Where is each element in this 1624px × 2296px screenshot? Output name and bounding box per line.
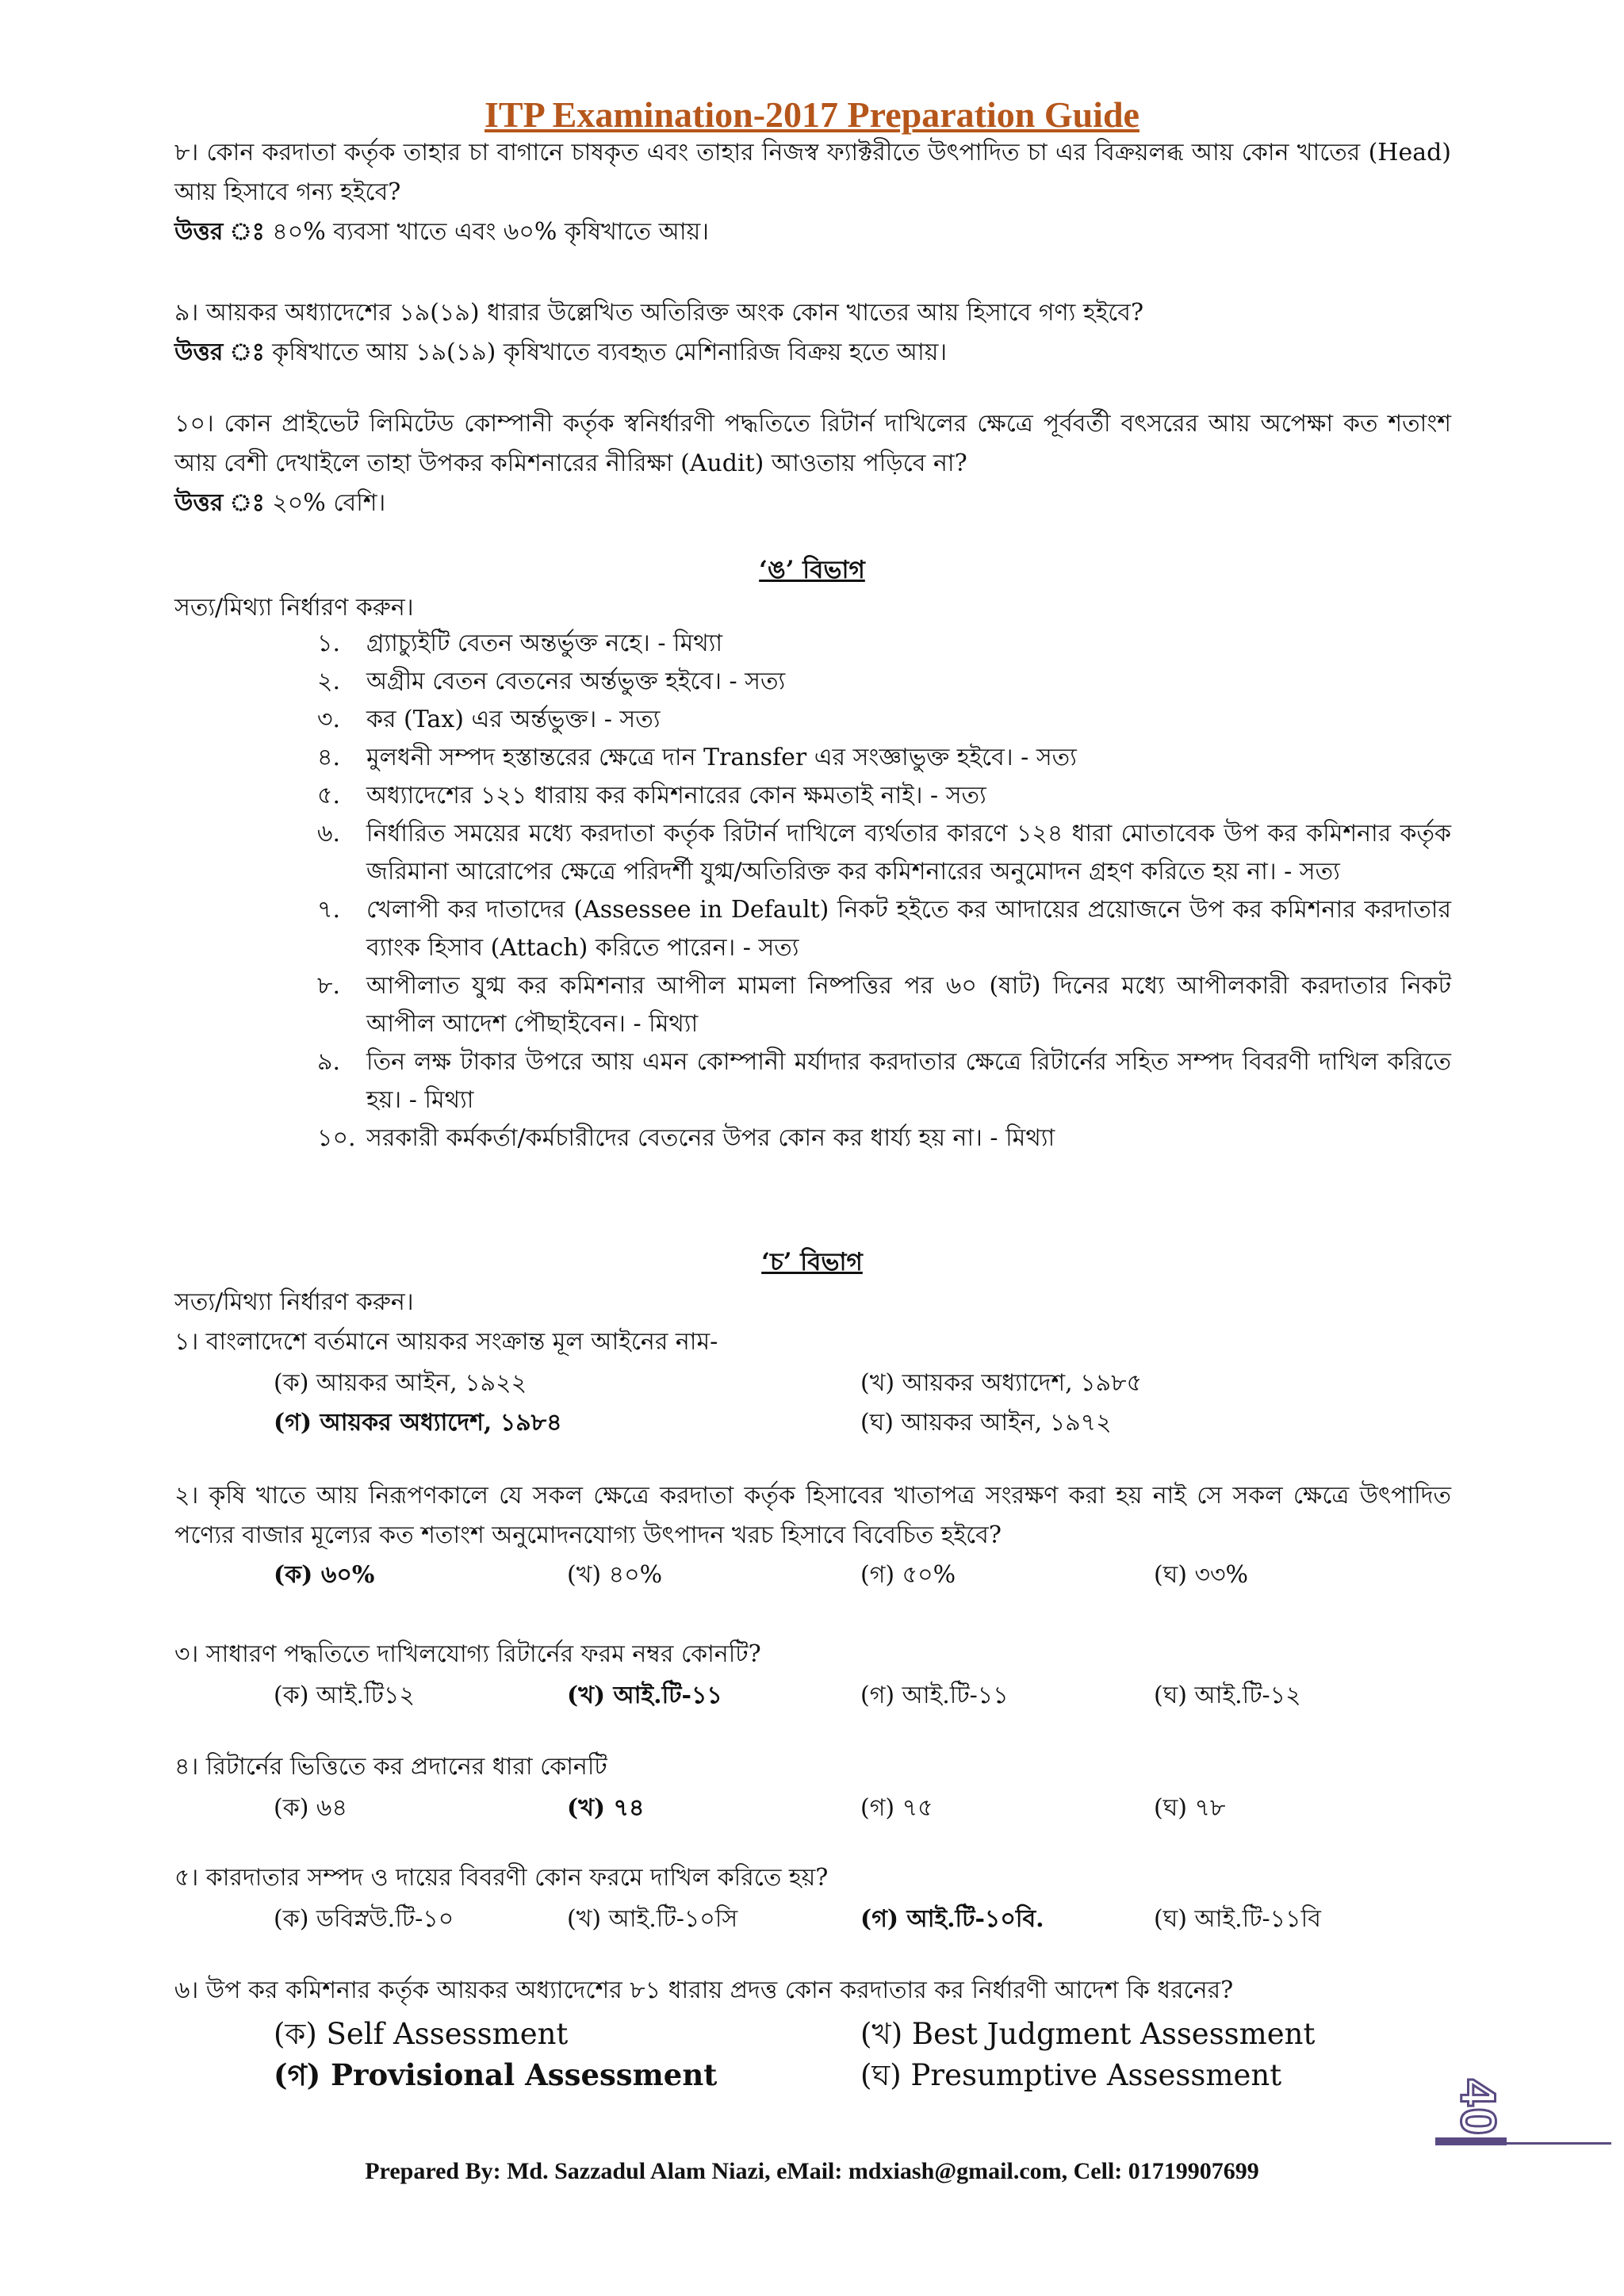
question-text: ৯। আয়কর অধ্যাদেশের ১৯(১৯) ধারার উল্লেখিত অতিরিক্ত অংক কোন খাতের আয় হিসাবে গণ্য হইবে? (174, 299, 1144, 327)
section-heading-cha: ‘চ’ বিভাগ (761, 1248, 863, 1276)
section-heading-uo: ‘ঙ’ বিভাগ (759, 556, 865, 584)
item-number: ৮. (317, 972, 341, 1000)
list-item (317, 625, 1451, 663)
option-correct: (গ) Provisional Assessment (274, 2057, 718, 2092)
list-item (317, 1043, 1451, 1119)
footer: Prepared By: Md. Sazzadul Alam Niazi, eMail: mdxiash@gmail.com, Cell: 01719907699 (365, 2158, 1259, 2184)
option: (ঘ) ৭৮ (1154, 1794, 1226, 1822)
option-correct: (ক) ৬০% (274, 1561, 375, 1589)
item-text: সরকারী কর্মকর্তা/কর্মচারীদের বেতনের উপর কোন কর ধার্য্য হয় না। - মিথ্যা (366, 1124, 1055, 1152)
item-text: খেলাপী কর দাতাদের (Assessee in Default) নিকট হইতে কর আদায়ের প্রয়োজনে উপ কর কমিশনার করদাতার ব্যাংক হিসাব (Attach) করিতে পারেন। - সত্য (366, 896, 1451, 962)
mcq-question: ৪। রিটার্নের ভিত্তিতে কর প্রদানের ধারা কোনটি (174, 1753, 607, 1781)
question-8 (174, 133, 1451, 252)
mcq-options (274, 1403, 1463, 1444)
option: (গ) আই.টি-১১ (860, 1682, 1009, 1709)
item-text: তিন লক্ষ টাকার উপরে আয় এমন কোম্পানী মর্যাদার করদাতার ক্ষেত্রে রিটার্নের সহিত সম্পদ বিবরণী দাখিল করিতে হয়। - মিথ্যা (366, 1048, 1451, 1114)
list-item (317, 815, 1451, 891)
option: (ক) আয়কর আইন, ১৯২২ (274, 1369, 527, 1397)
question-9 (174, 293, 1451, 373)
answer-text: ২০% বেশি। (272, 489, 386, 517)
item-text: কর (Tax) এর অর্ন্তভুক্ত। - সত্য (366, 706, 661, 733)
page-number-rule (1435, 2142, 1611, 2145)
option: (ক) ডবিস্নউ.টি-১০ (274, 1905, 454, 1933)
list-item (317, 663, 1451, 701)
item-number: ১০. (317, 1124, 356, 1152)
question-10 (174, 404, 1451, 523)
mcq-options (274, 1900, 1463, 1940)
option: (ঘ) আয়কর আইন, ১৯৭২ (860, 1409, 1112, 1437)
option-correct: (খ) আই.টি-১১ (567, 1682, 722, 1709)
option: (ঘ) আই.টি-১২ (1154, 1682, 1301, 1709)
item-text: মুলধনী সম্পদ হস্তান্তরের ক্ষেত্রে দান Transfer এর সংজ্ঞাভুক্ত হইবে। - সত্য (366, 744, 1077, 771)
section-instruction: সত্য/মিথ্যা নির্ধারণ করুন। (174, 1288, 414, 1316)
option: (খ) Best Judgment Assessment (860, 2017, 1316, 2051)
option: (ক) ৬৪ (274, 1794, 347, 1822)
item-number: ২. (317, 668, 341, 695)
page-number-text: 40 (1450, 2078, 1505, 2137)
question-text: ১০। কোন প্রাইভেট লিমিটেড কোম্পানী কর্তৃক স্বনির্ধারণী পদ্ধতিতে রিটার্ন দাখিলের ক্ষেত্রে পূর্ববর্তী বৎসরের আয় অপেক্ষা কত শতাংশ আয় বেশী দেখাইলে তাহা উপকর কমিশনারের নীরিক্ষা (Audit) আওতায় পড়িবে না? (174, 410, 1451, 477)
answer-label: উত্তর ঃ (174, 489, 265, 517)
item-number: ৯. (317, 1048, 341, 1076)
option-correct: (গ) আয়কর অধ্যাদেশ, ১৯৮৪ (274, 1409, 562, 1437)
mcq-options (274, 1676, 1463, 1716)
item-text: আপীলাত যুগ্ম কর কমিশনার আপীল মামলা নিষ্পত্তির পর ৬০ (ষাট) দিনের মধ্যে আপীলকারী করদাতার নিকট আপীল আদেশ পৌছাইবেন। - মিথ্যা (366, 972, 1451, 1038)
answer-text: ৪০% ব্যবসা খাতে এবং ৬০% কৃষিখাতে আয়। (272, 218, 709, 246)
question-text: ৮। কোন করদাতা কর্তৃক তাহার চা বাগানে চাষকৃত এবং তাহার নিজস্ব ফ্যাক্টরীতে উৎপাদিত চা এর বিক্রয়লব্ধ আয় কোন খাতের (Head) আয় হিসাবে গন্য হইবে? (174, 139, 1451, 206)
answer-text: কৃষিখাতে আয় ১৯(১৯) কৃষিখাতে ব্যবহৃত মেশিনারিজ বিক্রয় হতে আয়। (272, 339, 948, 366)
list-item (317, 777, 1451, 815)
option: (ঘ) ৩৩% (1154, 1561, 1248, 1589)
mcq-question: ১। বাংলাদেশে বর্তমানে আয়কর সংক্রান্ত মূল আইনের নাম- (174, 1328, 718, 1356)
list-item (317, 967, 1451, 1043)
item-number: ৫. (317, 782, 341, 809)
mcq-options (274, 1789, 1463, 1829)
item-number: ৭. (317, 896, 341, 924)
answer-label: উত্তর ঃ (174, 218, 265, 246)
option: (খ) আই.টি-১০সি (567, 1905, 738, 1933)
option: (ঘ) Presumptive Assessment (860, 2058, 1282, 2092)
list-item (317, 1119, 1451, 1158)
option-correct: (খ) ৭৪ (567, 1794, 645, 1822)
list-item (317, 701, 1451, 739)
section-instruction: সত্য/মিথ্যা নির্ধারণ করুন। (174, 594, 414, 622)
item-number: ৩. (317, 706, 341, 733)
item-number: ১. (317, 629, 341, 657)
item-number: ৬. (317, 820, 341, 848)
option: (ঘ) আই.টি-১১বি (1154, 1905, 1321, 1933)
option: (খ) ৪০% (567, 1561, 663, 1589)
mcq-question: ২। কৃষি খাতে আয় নিরূপণকালে যে সকল ক্ষেত্রে করদাতা কর্তৃক হিসাবের খাতাপত্র সংরক্ষণ করা হয় নাই সে সকল ক্ষেত্রে উৎপাদিত পণ্যের বাজার মূল্যের কত শতাংশ অনুমোদনযোগ্য উৎপাদন খরচ হিসাবে বিবেচিত হইবে? (174, 1482, 1451, 1549)
mcq-question: ৬। উপ কর কমিশনার কর্তৃক আয়কর অধ্যাদেশের ৮১ ধারায় প্রদত্ত কোন করদাতার কর নির্ধারণী আদেশ কি ধরনের? (174, 1976, 1234, 2004)
true-false-list (317, 625, 1451, 1158)
list-item (317, 891, 1451, 967)
item-text: অধ্যাদেশের ১২১ ধারায় কর কমিশনারের কোন ক্ষমতাই নাই। - সত্য (366, 782, 986, 809)
option: (গ) ৭৫ (860, 1794, 933, 1822)
answer-line (174, 212, 1451, 252)
page-title: ITP Examination-2017 Preparation Guide (485, 94, 1139, 135)
list-item (317, 739, 1451, 777)
mcq-question: ৫। কারদাতার সম্পদ ও দায়ের বিবরণী কোন ফরমে দাখিল করিতে হয়? (174, 1864, 829, 1892)
item-text: অগ্রীম বেতন বেতনের অর্ন্তভুক্ত হইবে। - সত্য (366, 668, 786, 695)
item-text: নির্ধারিত সময়ের মধ্যে করদাতা কর্তৃক রিটার্ন দাখিলে ব্যর্থতার কারণে ১২৪ ধারা মোতাবেক উপ কর কমিশনার কর্তৃক জরিমানা আরোপের ক্ষেত্রে পরিদর্শী যুগ্ম/অতিরিক্ত কর কমিশনারের অনুমোদন গ্রহণ করিতে হয় না। - সত্য (366, 820, 1451, 886)
option: (খ) আয়কর অধ্যাদেশ, ১৯৮৫ (860, 1369, 1143, 1397)
option-correct: (গ) আই.টি-১০বি. (860, 1905, 1044, 1933)
mcq-options (274, 1364, 1463, 1404)
option: (গ) ৫০% (860, 1561, 956, 1589)
option: (ক) আই.টি১২ (274, 1682, 415, 1709)
mcq-question: ৩। সাধারণ পদ্ধতিতে দাখিলযোগ্য রিটার্নের ফরম নম্বর কোনটি? (174, 1640, 761, 1668)
item-text: গ্র্যাচ্যুইটি বেতন অন্তর্ভুক্ত নহে। - মিথ্যা (366, 629, 723, 657)
answer-label: উত্তর ঃ (174, 339, 265, 366)
answer-line (174, 484, 1451, 523)
mcq-options (274, 1556, 1463, 1596)
mcq-options (274, 2052, 1463, 2102)
option: (ক) Self Assessment (274, 2017, 569, 2051)
answer-line (174, 333, 1451, 373)
item-number: ৪. (317, 744, 341, 771)
